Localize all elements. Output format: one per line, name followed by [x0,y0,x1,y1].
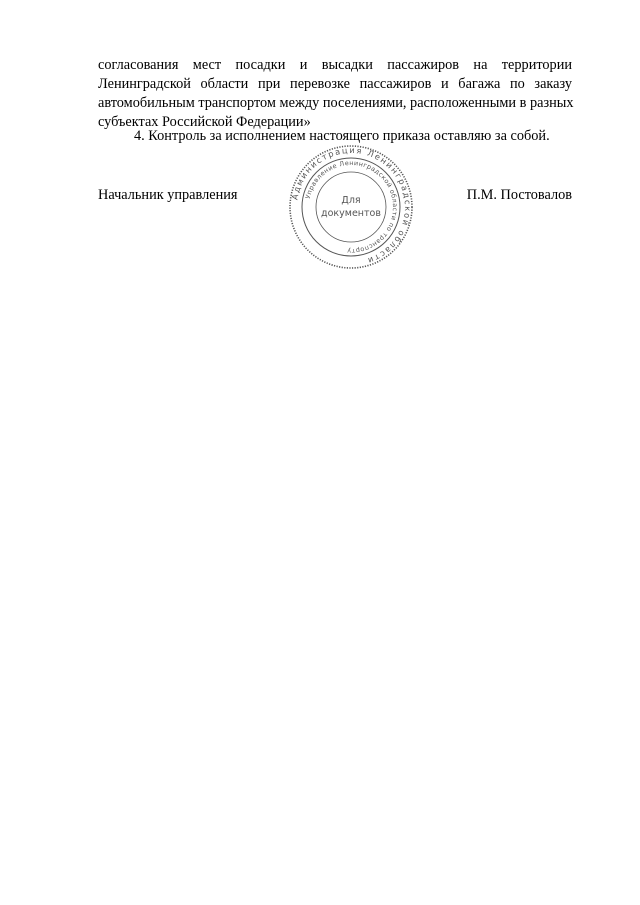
paragraph-line: согласования мест посадки и высадки пассажиров на территории [98,57,572,73]
paragraph-line: субъектах Российской Федерации» [98,114,311,130]
paragraph-continuation [98,56,572,132]
seal-center-line-2: документов [321,208,381,219]
seal-outer-text: Администрация Ленинградской области [289,144,414,267]
official-seal [288,144,414,270]
signatory-title: Начальник управления [98,187,238,203]
seal-center-line-1: Для [341,195,361,206]
paragraph-line: автомобильным транспортом между поселениями, расположенными в разных [98,95,574,111]
seal-inner-text: Управление Ленинградской области по транспорту [303,158,400,256]
signatory-name: П.М. Постовалов [466,187,572,203]
item-4-text: 4. Контроль за исполнением настоящего приказа оставляю за собой. [134,128,550,144]
svg-text:Управление Ленинградской облас [304,159,399,255]
paragraph-line: Ленинградской области при перевозке пассажиров и багажа по заказу [98,76,572,92]
